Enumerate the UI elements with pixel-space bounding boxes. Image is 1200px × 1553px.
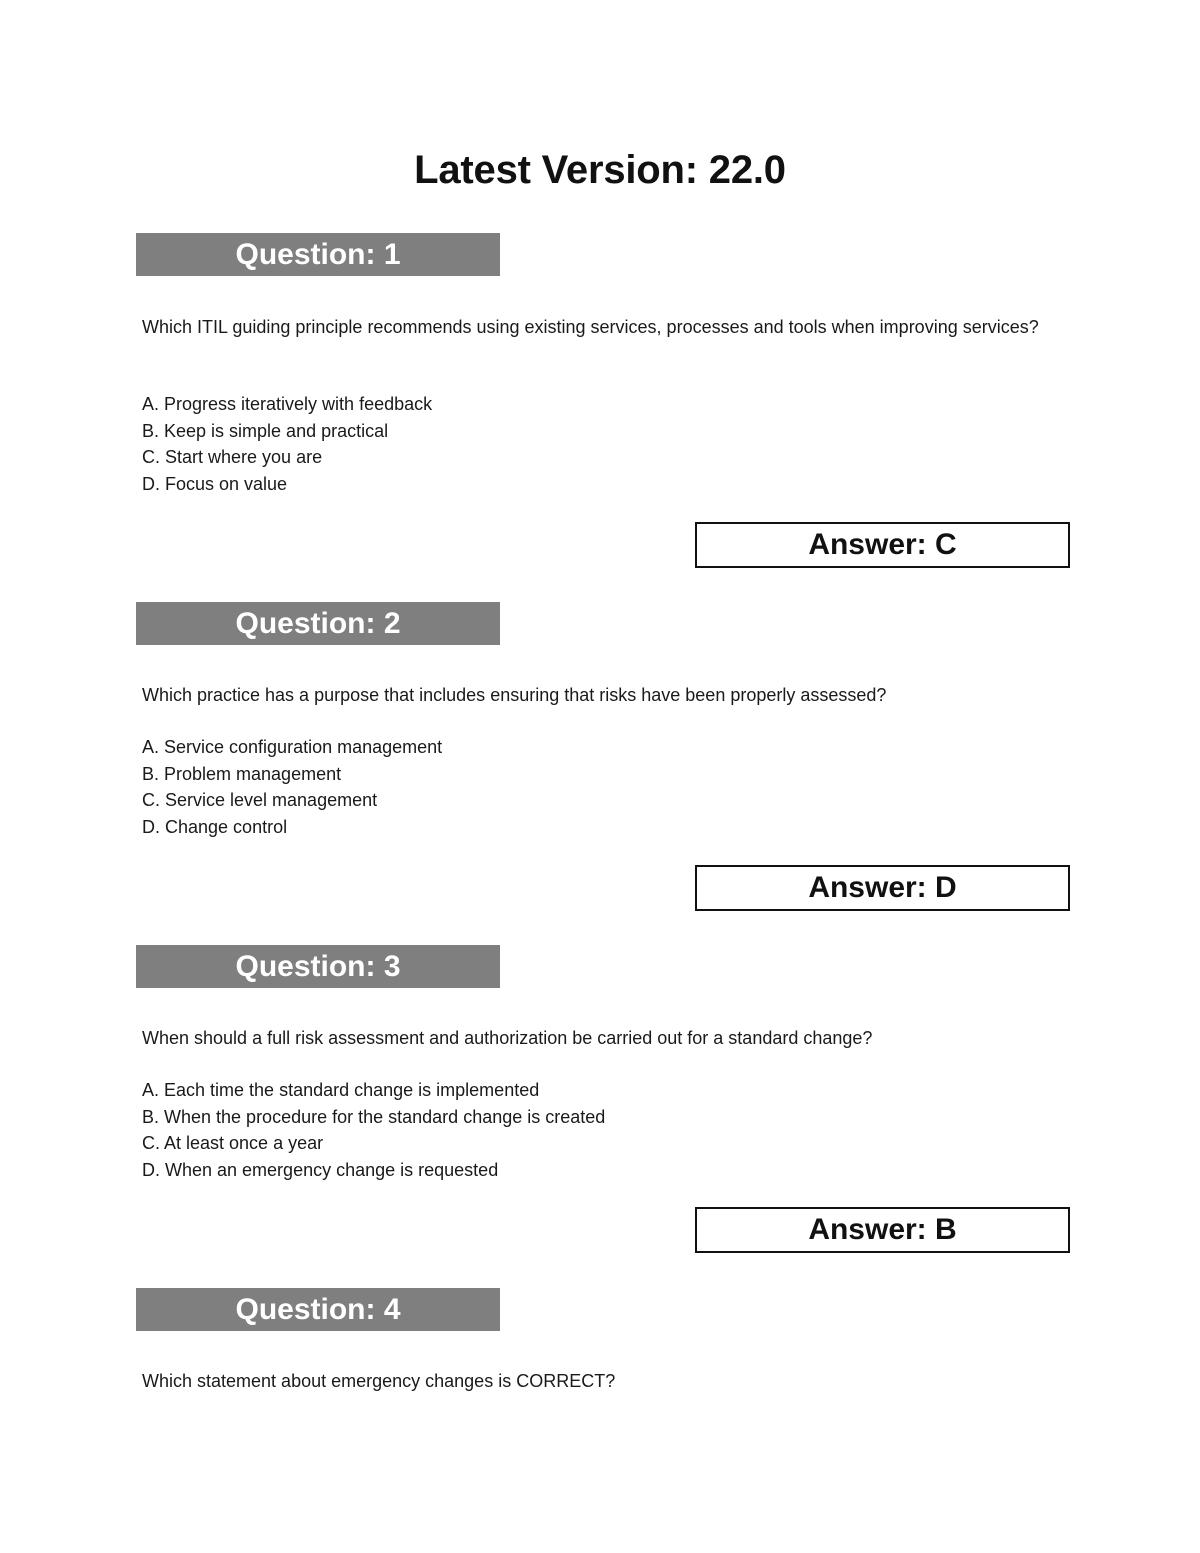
option-a: A. Service configuration management — [142, 737, 443, 757]
option-d: D. Change control — [142, 816, 288, 837]
question-4-header: Question: 4 — [136, 1288, 500, 1331]
question-3-options — [142, 1077, 1042, 1183]
question-3-header: Question: 3 — [136, 945, 500, 988]
question-2-answer: Answer: D — [695, 865, 1070, 911]
question-3-text: When should a full risk assessment and authorization be carried out for a standard change? — [142, 1028, 873, 1048]
option-c: C. At least once a year — [142, 1133, 324, 1153]
question-1-options — [142, 391, 1042, 497]
option-b: B. Problem management — [142, 763, 342, 784]
option-d: D. When an emergency change is requested — [142, 1159, 499, 1180]
question-1-answer: Answer: C — [695, 522, 1070, 568]
question-2-text: Which practice has a purpose that includes ensuring that risks have been properly assessed? — [142, 685, 887, 705]
question-3-answer: Answer: B — [695, 1207, 1070, 1253]
option-a: A. Progress iteratively with feedback — [142, 394, 433, 414]
question-2-header: Question: 2 — [136, 602, 500, 645]
option-b: B. Keep is simple and practical — [142, 420, 389, 441]
option-d: D. Focus on value — [142, 473, 288, 494]
option-c: C. Service level management — [142, 790, 378, 810]
question-1-text: Which ITIL guiding principle recommends using existing services, processes and tools when improving services? — [142, 317, 1039, 337]
question-4-text: Which statement about emergency changes is CORRECT? — [142, 1371, 616, 1391]
question-1-header: Question: 1 — [136, 233, 500, 276]
option-a: A. Each time the standard change is implemented — [142, 1080, 540, 1100]
option-b: B. When the procedure for the standard change is created — [142, 1106, 606, 1127]
page-title: Latest Version: 22.0 — [414, 148, 786, 192]
option-c: C. Start where you are — [142, 447, 323, 467]
question-2-options — [142, 734, 1042, 840]
